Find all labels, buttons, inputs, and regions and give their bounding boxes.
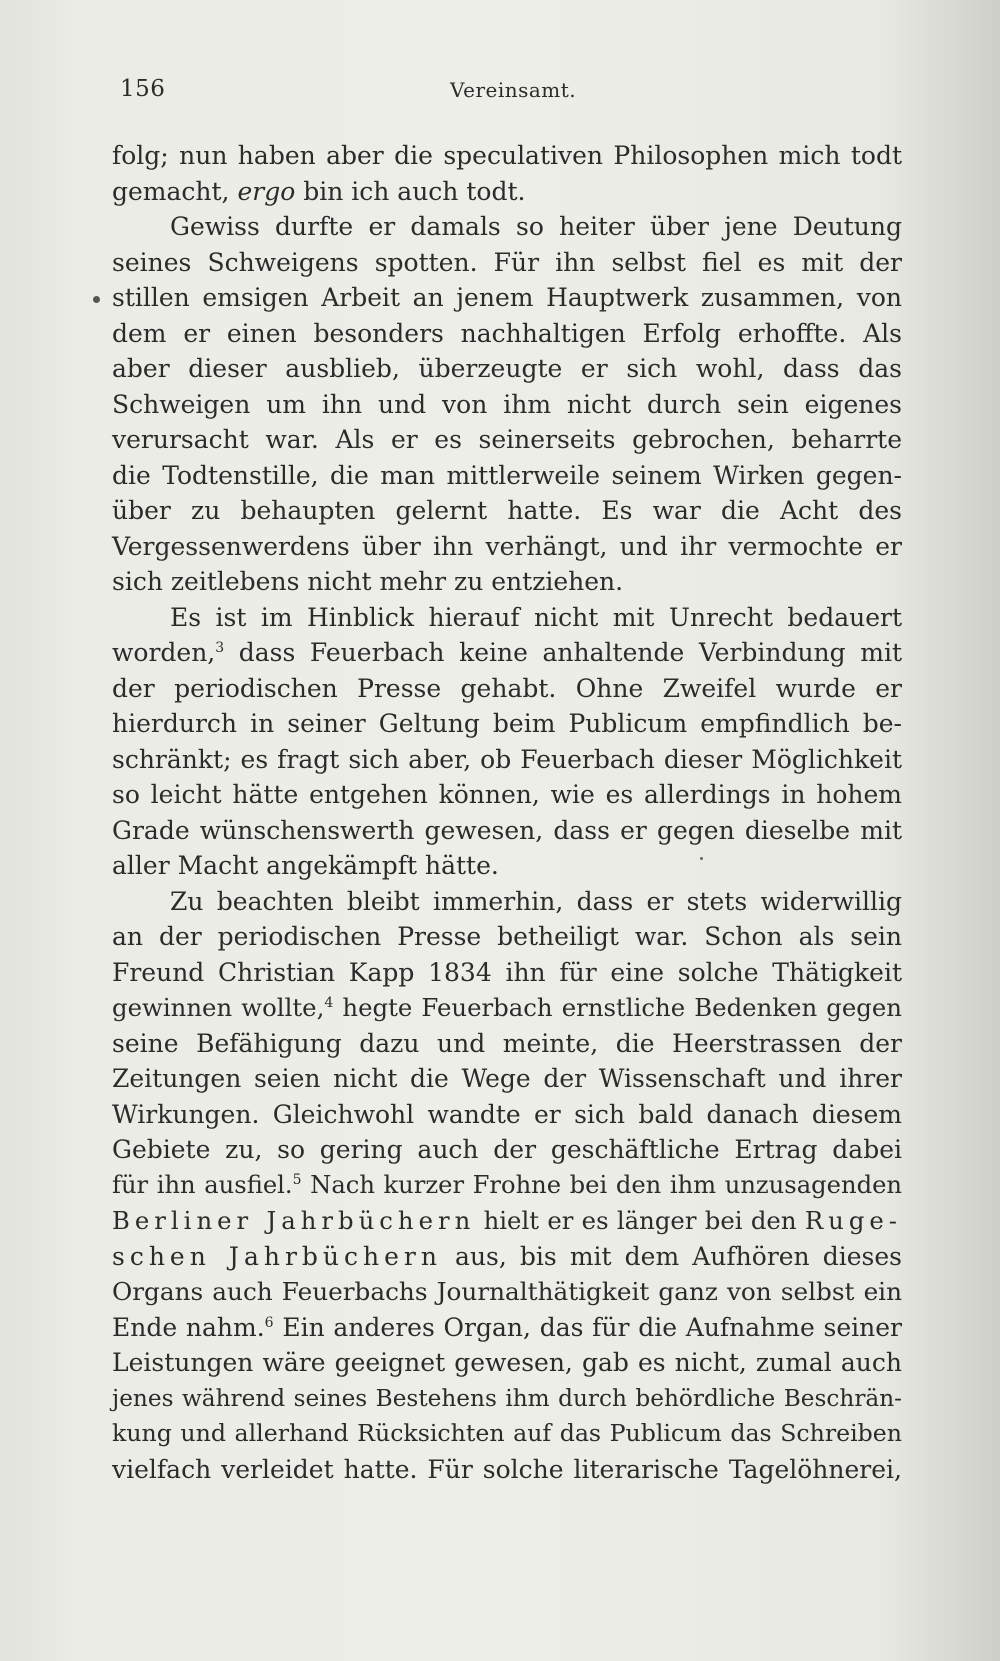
text-line: stillen emsigen Arbeit an jenem Hauptwerk zusammen, von [112,283,902,312]
text-line: aber dieser ausblieb, überzeugte er sich wohl, dass das [112,354,902,383]
text-line: folg; nun haben aber die speculativen Philosophen mich todt [112,141,902,170]
text-span: Ein anderes Organ, das für die Aufnahme seiner [273,1312,902,1342]
footnote-marker: 4 [324,995,334,1011]
text-span: hielt er es länger bei den [475,1206,805,1235]
text-span: Nach kurzer Frohne bei den ihm unzusagenden [301,1170,903,1199]
text-line: verursacht war. Als er es seinerseits gebrochen, beharrte [112,425,902,454]
footnote-marker: 3 [215,640,225,656]
text-span: für ihn ausfiel. [112,1170,293,1199]
text-line: Schweigen um ihn und von ihm nicht durch sein eigenes [112,389,902,419]
spaced-title: schen Jahrbüchern [112,1241,442,1271]
text-span: worden, [112,638,216,667]
text-line: der periodischen Presse gehabt. Ohne Zweifel wurde er [112,673,902,703]
paragraph-first-line: Zu beachten bleibt immerhin, dass er stets widerwillig [170,886,902,916]
page-header [120,76,900,106]
text-line: Vergessenwerdens über ihn verhängt, und ihr vermochte er [112,531,902,561]
text-line: Freund Christian Kapp 1834 ihn für eine solche Thätigkeit [112,957,902,987]
footnote-marker: 6 [264,1314,274,1331]
text-line [112,1203,902,1239]
text-line: über zu behaupten gelernt hatte. Es war die Acht des [112,496,902,525]
text-line [112,990,902,1026]
text-span: aus, bis mit dem Aufhören dieses [441,1241,902,1271]
text-line: an der periodischen Presse betheiligt war. Schon als sein [112,922,902,951]
text-line: kung und allerhand Rücksichten auf das Publicum das Schreiben [112,1419,902,1447]
spaced-title: Ruge- [804,1206,903,1235]
text-line: Grade wünschenswerth gewesen, dass er gegen dieselbe mit [112,815,902,845]
text-line [112,1239,902,1275]
running-title: Vereinsamt. [450,78,577,102]
text-line: Zeitungen seien nicht die Wege der Wissenschaft und ihrer [112,1064,902,1093]
text-span: gewinnen wollte, [112,993,325,1022]
text-span: gemacht, [112,176,238,206]
text-line [112,1310,902,1346]
text-line: so leicht hätte entgehen können, wie es allerdings in hohem [112,780,902,809]
text-line: vielfach verleidet hatte. Für solche literarische Tagelöhnerei, [112,1454,902,1484]
text-line: hierdurch in seiner Geltung beim Publicum empfindlich be- [112,709,902,738]
text-line: sich zeitlebens nicht mehr zu entziehen. [112,567,624,596]
text-span: Ende nahm. [112,1312,265,1342]
text-line [112,635,902,671]
spaced-title: Berliner Jahrbüchern [112,1206,476,1235]
text-line [112,174,902,210]
text-line: Wirkungen. Gleichwohl wandte er sich bald danach diesem [112,1099,902,1129]
body-text [112,138,902,1487]
text-line: dem er einen besonders nachhaltigen Erfolg erhoffte. Als [112,318,902,348]
text-line: seine Befähigung dazu und meinte, die Heerstrassen der [112,1028,902,1058]
text-span: hegte Feuerbach ernstliche Bedenken gegen [333,993,902,1022]
paragraph-first-line: Gewiss durfte er damals so heiter über jene Deutung [170,212,902,241]
paragraph-first-line: Es ist im Hinblick hierauf nicht mit Unrecht bedauert [170,602,902,632]
text-line: schränkt; es fragt sich aber, ob Feuerbach dieser Möglichkeit [112,744,902,774]
text-span: dass Feuerbach keine anhaltende Verbindung mit [224,638,902,667]
italic-word: ergo [237,176,296,206]
text-line: die Todtenstille, die man mittlerweile seinem Wirken gegen- [112,460,902,490]
text-line: aller Macht angekämpft hätte. [112,851,499,880]
text-line: Gebiete zu, so gering auch der geschäftliche Ertrag dabei [112,1135,902,1164]
text-line: Leistungen wäre geeignet gewesen, gab es nicht, zumal auch [112,1348,902,1377]
margin-ink-dot [93,296,100,303]
text-line: jenes während seines Bestehens ihm durch behördliche Beschrän- [112,1384,902,1412]
text-span: bin ich auch todt. [295,176,526,206]
text-line: Organs auch Feuerbachs Journalthätigkeit ganz von selbst ein [112,1277,902,1306]
page-number: 156 [120,76,166,102]
text-line: seines Schweigens spotten. Für ihn selbst fiel es mit der [112,247,902,277]
text-line [112,1168,902,1204]
footnote-marker: 5 [292,1171,302,1188]
